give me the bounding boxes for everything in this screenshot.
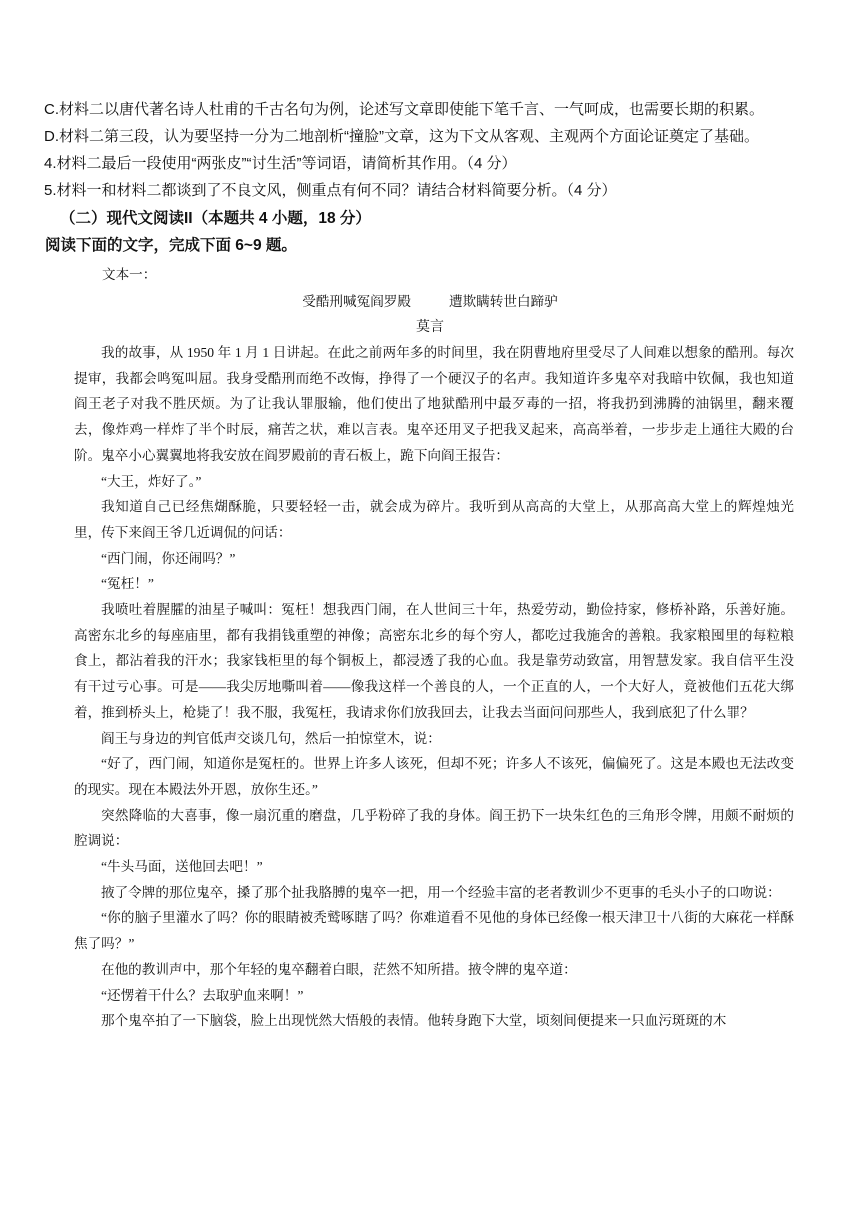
story-title-left: 受酷刑喊冤阎罗殿 [302, 294, 411, 309]
story-body [74, 340, 794, 1034]
paragraph: 掖了令牌的那位鬼卒，搡了那个扯我胳膊的鬼卒一把，用一个经验丰富的老者教训少不更事的毛头小子的口吻说： [101, 884, 781, 900]
paragraph: “牛头马面，送他回去吧！” [101, 859, 263, 875]
paragraph: “西门闹，你还闹吗？” [101, 550, 236, 566]
paragraph: 我知道自己已经焦煳酥脆，只要轻轻一击，就会成为碎片。我听到从高高的大堂上，从那高高大堂上的辉煌烛光里，传下来阎王爷几近调侃的问话： [74, 499, 794, 540]
story-title [0, 290, 860, 310]
paragraph: “还愣着干什么？去取驴血来啊！” [101, 987, 304, 1003]
paragraph: 阎王与身边的判官低声交谈几句，然后一拍惊堂木，说： [101, 730, 441, 746]
story-title-right: 遭欺瞒转世白蹄驴 [449, 294, 558, 309]
paragraph: “好了，西门闹，知道你是冤枉的。世界上许多人该死，但却不死；许多人不该死，偏偏死了。这是本殿也无法改变的现实。现在本殿法外开恩，放你生还。” [74, 756, 794, 797]
section-heading: （二）现代文阅读II（本题共 4 小题，18 分） [60, 210, 371, 227]
paragraph: “冤枉！” [101, 576, 154, 592]
paragraph: 突然降临的大喜事，像一扇沉重的磨盘，几乎粉碎了我的身体。阎王扔下一块朱红色的三角形令牌，用颇不耐烦的腔调说： [74, 807, 794, 849]
paragraph: 我的故事，从 1950 年 1 月 1 日讲起。在此之前两年多的时间里，我在阴曹地府里受尽了人间难以想象的酷刑。每次提审，我都会鸣冤叫屈。我身受酷刑而绝不改悔，挣得了一个硬汉子的名声。我知道许多鬼卒对我暗中钦佩，我也知道阎王老子对我不胜厌烦。为了让我认罪服输，他们使出了地狱酷刑中最歹毒的一招，将我扔到沸腾的油锅里，翻来覆去，像炸鸡一样炸了半个时辰，痛苦之状，难以言表。鬼卒还用叉子把我叉起来，高高举着，一步步走上通往大殿的台阶。鬼卒小心翼翼地将我安放在阎罗殿前的青石板上，跪下向阎王报告： [74, 345, 794, 463]
section-instruction: 阅读下面的文字，完成下面 6~9 题。 [45, 237, 297, 254]
option-c: C.材料二以唐代著名诗人杜甫的千古名句为例，论述写文章即使能下笔千言、一气呵成，也需要长期的积累。 [44, 101, 765, 118]
text-label: 文本一： [102, 267, 157, 282]
question-4: 4.材料二最后一段使用“两张皮”“讨生活”等词语，请简析其作用。（4 分） [44, 155, 517, 172]
paragraph: “你的脑子里灌水了吗？你的眼睛被秃鹫啄瞎了吗？你难道看不见他的身体已经像一根天津卫十八街的大麻花一样酥焦了吗？” [74, 910, 794, 952]
paragraph: 在他的教训声中，那个年轻的鬼卒翻着白眼，茫然不知所措。掖令牌的鬼卒道： [101, 961, 577, 977]
paragraph: “大王，炸好了。” [101, 473, 202, 489]
paragraph: 那个鬼卒拍了一下脑袋，脸上出现恍然大悟般的表情。他转身跑下大堂，顷刻间便提来一只血污斑斑的木 [101, 1013, 727, 1029]
paragraph: 我喷吐着腥臛的油星子喊叫：冤枉！想我西门闹，在人世间三十年，热爱劳动，勤俭持家，修桥补路，乐善好施。高密东北乡的每座庙里，都有我捐钱重塑的神像；高密东北乡的每个穷人，都吃过我施舍的善粮。我家粮囤里的每粒粮食上，都沾着我的汗水；我家钱柜里的每个铜板上，都浸透了我的心血。我是靠劳动致富，用智慧发家。我自信平生没有干过亏心事。可是——我尖厉地嘶叫着——像我这样一个善良的人，一个正直的人，一个大好人，竟被他们五花大绑着，推到桥头上，枪毙了！我不服，我冤枉，我请求你们放我回去，让我去当面问问那些人，我到底犯了什么罪？ [74, 602, 794, 720]
story-author: 莫言 [416, 320, 444, 335]
option-d: D.材料二第三段，认为要坚持一分为二地剖析“撞脸”文章，这为下文从客观、主观两个方面论证奠定了基础。 [44, 128, 759, 145]
question-5: 5.材料一和材料二都谈到了不良文风，侧重点有何不同？请结合材料简要分析。（4 分） [44, 182, 617, 199]
